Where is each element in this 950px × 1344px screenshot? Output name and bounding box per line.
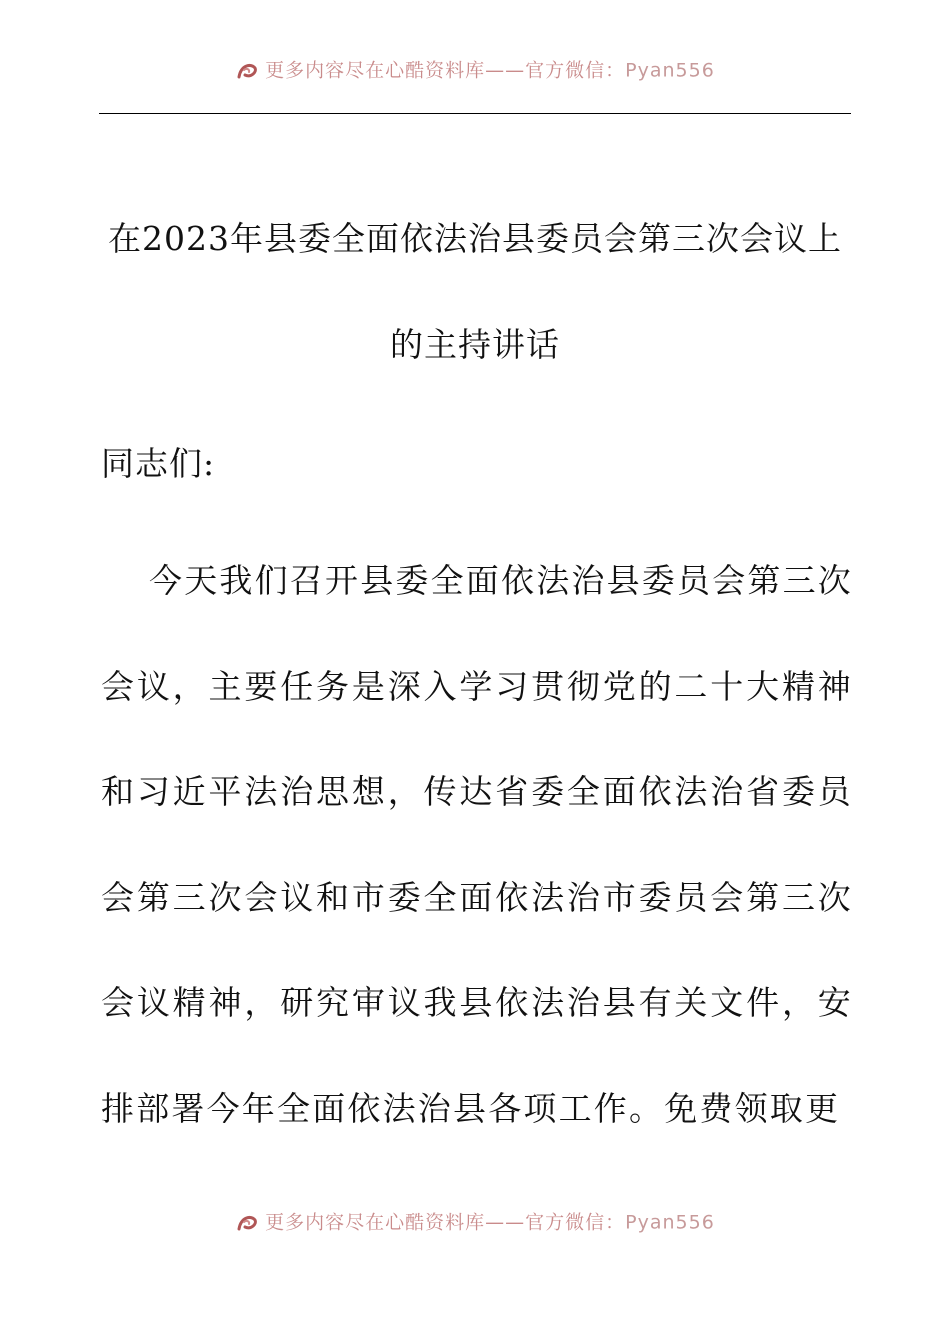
header-watermark bbox=[0, 58, 950, 83]
watermark-text: 更多内容尽在心酷资料库——官方微信： bbox=[265, 1211, 626, 1234]
watermark-text: 更多内容尽在心酷资料库——官方微信： bbox=[265, 59, 626, 82]
brand-logo-icon bbox=[235, 59, 259, 83]
watermark-wechat-id: Pyan556 bbox=[625, 1211, 715, 1234]
document-title: 在2023年县委全面依法治县委员会第三次会议上的主持讲话 bbox=[108, 219, 842, 364]
watermark-wechat-id: Pyan556 bbox=[625, 59, 715, 82]
header-divider bbox=[99, 113, 851, 114]
brand-logo-icon bbox=[235, 1211, 259, 1235]
salutation: 同志们: bbox=[101, 444, 216, 483]
footer-watermark bbox=[0, 1210, 950, 1235]
body-paragraph: 今天我们召开县委全面依法治县委员会第三次会议，主要任务是深入学习贯彻党的二十大精神和习近平法治思想，传达省委全面依法治省委员会第三次会议和市委全面依法治市委员会第三次会议精神，研究审议我县依法治县有关文件，安排部署今年全面依法治县各项工作。免费领取更 bbox=[101, 561, 853, 1128]
